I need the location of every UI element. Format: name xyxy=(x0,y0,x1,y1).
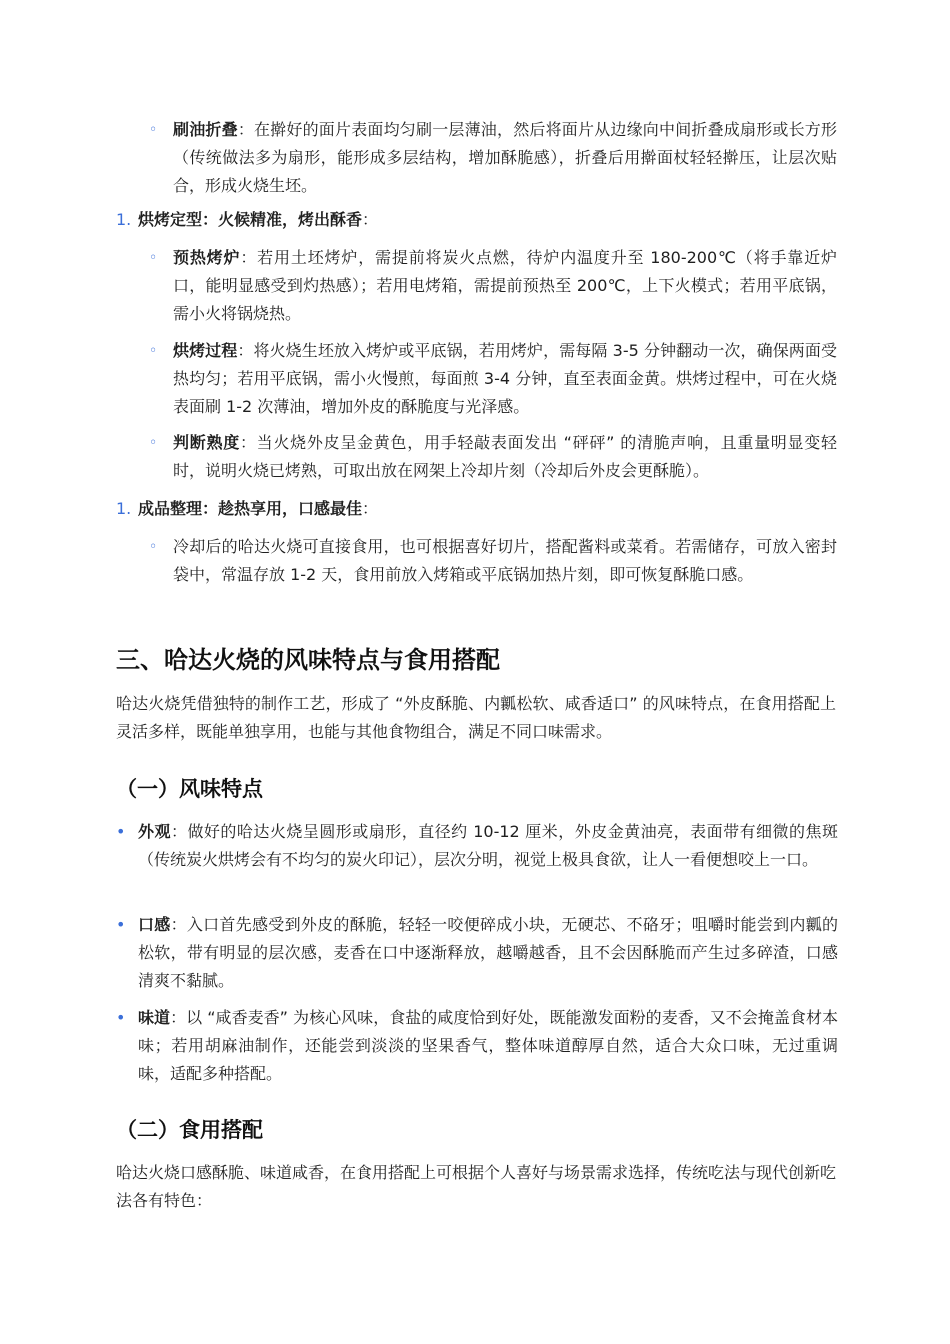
circle-bullet-icon: ◦ xyxy=(149,122,158,138)
item-label: 外观 xyxy=(138,822,171,841)
numbered-item-title: 烘烤定型：火候精准，烤出酥香 xyxy=(138,210,363,229)
list-number: 1. xyxy=(116,499,132,518)
list-item-text xyxy=(173,244,837,328)
list-item-baking-process xyxy=(149,337,849,421)
item-body: ：以 “咸香麦香” 为核心风味，食盐的咸度恰到好处，既能激发面粉的麦香，又不会掩盖食材本味；若用胡麻油制作，还能尝到淡淡的坚果香气，整体味道醇厚自然，适合大众口味，无过重调味，适配多种搭配。 xyxy=(138,1008,838,1083)
item-label: 口感 xyxy=(138,915,171,934)
list-item-preheat xyxy=(149,244,849,328)
item-body: ：入口首先感受到外皮的酥脆，轻轻一咬便碎成小块，无硬芯、不硌牙；咀嚼时能尝到内瓤的松软，带有明显的层次感，麦香在口中逐渐释放，越嚼越香，且不会因酥脆而产生过多碎渣，口感清爽不黏腻。 xyxy=(138,915,838,990)
circle-bullet-icon: ◦ xyxy=(149,435,158,451)
item-label: 预热烤炉 xyxy=(173,248,241,267)
section-intro: 哈达火烧凭借独特的制作工艺，形成了 “外皮酥脆、内瓤松软、咸香适口” 的风味特点，在食用搭配上灵活多样，既能单独享用，也能与其他食物组合，满足不同口味需求。 xyxy=(116,694,836,741)
numbered-item-baking xyxy=(116,206,836,234)
bullet-item-taste xyxy=(116,1004,846,1088)
item-body: ：在擀好的面片表面均匀刷一层薄油，然后将面片从边缘向中间折叠成扇形或长方形（传统做法多为扇形，能形成多层结构，增加酥脆感），折叠后用擀面杖轻轻擀压，让层次贴合，形成火烧生坯。 xyxy=(173,120,837,195)
bullet-text xyxy=(138,1004,838,1088)
item-body: ：当火烧外皮呈金黄色，用手轻敲表面发出 “砰砰” 的清脆声响，且重量明显变轻时，说明火烧已烤熟，可取出放在网架上冷却片刻（冷却后外皮会更酥脆）。 xyxy=(173,433,837,480)
subsection-heading-pairing: （二）食用搭配 xyxy=(116,1118,263,1142)
list-item-text: 冷却后的哈达火烧可直接食用，也可根据喜好切片，搭配酱料或菜肴。若需储存，可放入密封袋中，常温存放 1-2 天，食用前放入烤箱或平底锅加热片刻，即可恢复酥脆口感。 xyxy=(173,537,837,584)
item-label: 味道 xyxy=(138,1008,171,1027)
list-item-doneness xyxy=(149,429,849,485)
bullet-icon: • xyxy=(116,822,126,841)
bullet-item-appearance xyxy=(116,818,846,902)
bullet-text xyxy=(138,911,838,995)
numbered-item-finishing xyxy=(116,495,836,523)
pairing-intro: 哈达火烧口感酥脆、味道咸香，在食用搭配上可根据个人喜好与场景需求选择，传统吃法与现代创新吃法各有特色： xyxy=(116,1163,837,1210)
circle-bullet-icon: ◦ xyxy=(149,343,158,359)
list-item-brushing xyxy=(149,116,849,200)
item-body: ：将火烧生坯放入烤炉或平底锅，若用烤炉，需每隔 3-5 分钟翻动一次，确保两面受热均匀；若用平底锅，需小火慢煎，每面煎 3-4 分钟，直至表面金黄。烘烤过程中，可在火烧表面刷 1-2 次薄油，增加外皮的酥脆度与光泽感。 xyxy=(173,341,837,416)
circle-bullet-icon: ◦ xyxy=(149,539,158,555)
list-item-text xyxy=(173,116,837,200)
bullet-item-texture xyxy=(116,911,846,995)
circle-bullet-icon: ◦ xyxy=(149,250,158,266)
bullet-icon: • xyxy=(116,1008,126,1027)
subsection-heading-flavor: （一）风味特点 xyxy=(116,777,263,801)
numbered-item-colon: ： xyxy=(362,499,379,518)
list-item-storage xyxy=(149,533,849,617)
item-label: 刷油折叠 xyxy=(173,120,238,139)
item-body: ：做好的哈达火烧呈圆形或扇形，直径约 10-12 厘米，外皮金黄油亮，表面带有细微的焦斑（传统炭火烘烤会有不均匀的炭火印记），层次分明，视觉上极具食欲，让人一看便想咬上一口。 xyxy=(138,822,838,869)
item-body: ：若用土坯烤炉，需提前将炭火点燃，待炉内温度升至 180-200℃（将手靠近炉口，能明显感受到灼热感）；若用电烤箱，需提前预热至 200℃，上下火模式；若用平底锅，需小火将锅烧热。 xyxy=(173,248,837,323)
item-label: 判断熟度 xyxy=(173,433,240,452)
numbered-item-colon: ： xyxy=(362,210,379,229)
list-item-text xyxy=(173,429,837,485)
numbered-item-title: 成品整理：趁热享用，口感最佳 xyxy=(138,499,363,518)
section-heading: 三、哈达火烧的风味特点与食用搭配 xyxy=(116,646,500,674)
list-number: 1. xyxy=(116,210,132,229)
item-label: 烘烤过程 xyxy=(173,341,238,360)
list-item-text xyxy=(173,337,837,421)
bullet-text xyxy=(138,818,838,874)
bullet-icon: • xyxy=(116,915,126,934)
